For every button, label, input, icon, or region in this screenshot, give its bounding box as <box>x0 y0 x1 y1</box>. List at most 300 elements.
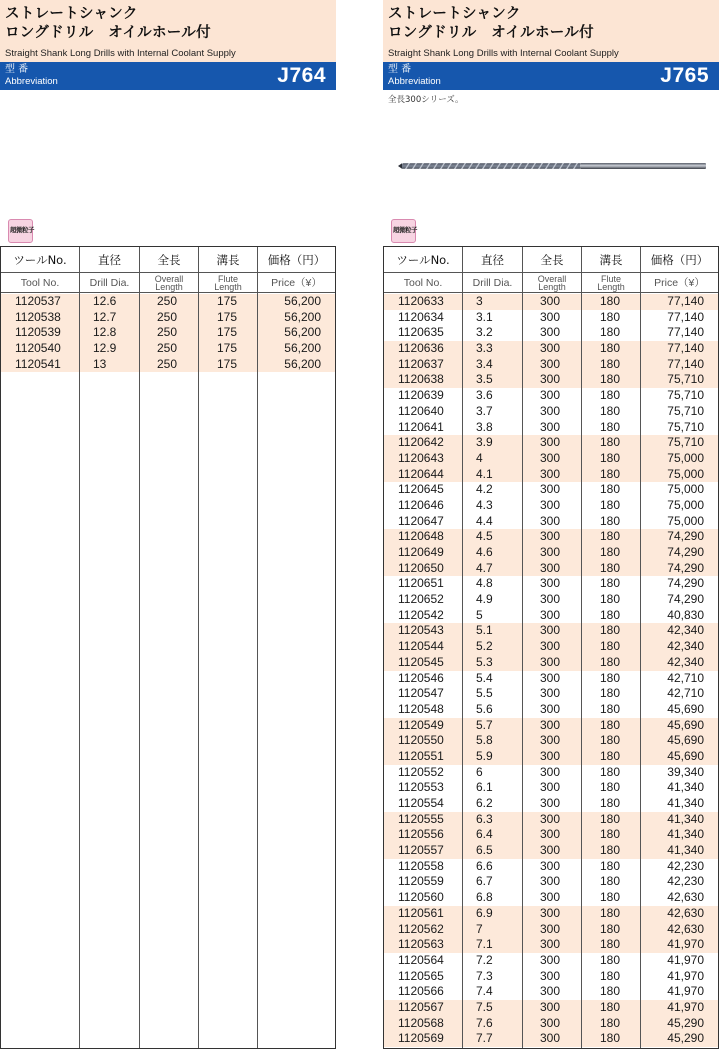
flute-length-cell: 180 <box>600 811 621 826</box>
flute-length-cell: 180 <box>600 388 621 403</box>
flute-length-cell: 180 <box>600 748 621 763</box>
tool-no-cell: 1120558 <box>398 858 444 873</box>
table-header-jp <box>1 247 335 273</box>
table-row <box>384 1000 718 1016</box>
table-row <box>384 639 718 655</box>
price-cell: 75,710 <box>667 403 704 418</box>
tool-no-cell: 1120538 <box>15 309 61 324</box>
product-code: J764 <box>277 64 326 87</box>
flute-length-cell: 180 <box>600 764 621 779</box>
price-cell: 42,710 <box>667 670 704 685</box>
price-cell: 41,970 <box>667 937 704 952</box>
flute-length-cell: 180 <box>600 686 621 701</box>
tool-no-cell: 1120560 <box>398 890 444 905</box>
tool-no-cell: 1120561 <box>398 905 444 920</box>
overall-length-cell: 300 <box>540 513 561 528</box>
price-cell: 75,000 <box>667 513 704 528</box>
drill-dia-cell: 4.3 <box>476 497 493 512</box>
product-title-jp-line2: ロングドリル オイルホール付 <box>5 25 211 41</box>
tool-no-cell: 1120641 <box>398 419 444 434</box>
tool-no-cell: 1120566 <box>398 984 444 999</box>
drill-dia-cell: 7.2 <box>476 952 493 967</box>
drill-dia-cell: 4.2 <box>476 482 493 497</box>
column-divider <box>462 247 463 1048</box>
tool-no-cell: 1120565 <box>398 968 444 983</box>
price-cell: 41,970 <box>667 952 704 967</box>
price-cell: 42,340 <box>667 623 704 638</box>
header-flute-line1: Flute <box>217 274 238 284</box>
drill-dia-cell: 5.8 <box>476 733 493 748</box>
table-row <box>384 969 718 985</box>
table-row <box>384 702 718 718</box>
table-row <box>384 404 718 420</box>
flute-length-cell: 180 <box>600 843 621 858</box>
table-row <box>1 310 335 326</box>
price-cell: 75,000 <box>667 482 704 497</box>
price-cell: 77,140 <box>667 356 704 371</box>
price-cell: 56,200 <box>284 309 321 324</box>
flute-length-cell: 180 <box>600 513 621 528</box>
overall-length-cell: 300 <box>540 843 561 858</box>
table-row <box>384 467 718 483</box>
column-divider <box>522 247 523 1048</box>
tool-no-cell: 1120557 <box>398 843 444 858</box>
header-price-jp: 価格（円） <box>267 253 326 267</box>
price-cell: 41,340 <box>667 780 704 795</box>
overall-length-cell: 300 <box>540 999 561 1014</box>
table-header-jp <box>384 247 718 273</box>
table-row <box>384 435 718 451</box>
header-flute-length-jp: 溝長 <box>216 253 240 267</box>
price-cell: 74,290 <box>667 592 704 607</box>
table-body <box>384 294 718 1047</box>
tool-no-cell: 1120539 <box>15 325 61 340</box>
product-title-en: Straight Shank Long Drills with Internal Coolant Supply <box>5 48 236 59</box>
tool-no-cell: 1120556 <box>398 827 444 842</box>
tool-no-cell: 1120649 <box>398 545 444 559</box>
price-cell: 41,970 <box>667 984 704 999</box>
overall-length-cell: 250 <box>157 294 178 308</box>
overall-length-cell: 300 <box>540 372 561 387</box>
drill-dia-cell: 6.8 <box>476 890 493 905</box>
overall-length-cell: 300 <box>540 403 561 418</box>
overall-length-cell: 300 <box>540 623 561 638</box>
table-row <box>384 325 718 341</box>
table-row <box>384 545 718 561</box>
drill-dia-cell: 4.6 <box>476 545 493 559</box>
overall-length-cell: 300 <box>540 1031 561 1046</box>
flute-length-cell: 180 <box>600 372 621 387</box>
overall-length-cell: 300 <box>540 435 561 450</box>
table-row <box>384 529 718 545</box>
flute-length-cell: 180 <box>600 1031 621 1046</box>
product-panel-j765 <box>383 0 719 1049</box>
table-row <box>384 922 718 938</box>
header-tool-no-jp: ツールNo. <box>396 253 450 267</box>
price-cell: 40,830 <box>667 607 704 622</box>
drill-dia-cell: 7.1 <box>476 937 493 952</box>
table-row <box>384 906 718 922</box>
flute-length-cell: 180 <box>600 874 621 889</box>
price-cell: 45,690 <box>667 733 704 748</box>
price-cell: 77,140 <box>667 341 704 356</box>
flute-length-cell: 180 <box>600 937 621 952</box>
drill-shank <box>580 163 706 169</box>
overall-length-cell: 300 <box>540 952 561 967</box>
header-overall-length-jp: 全長 <box>540 253 564 267</box>
price-cell: 77,140 <box>667 309 704 324</box>
header-flute-line1: Flute <box>600 274 621 284</box>
column-divider <box>640 247 641 1048</box>
tool-no-cell: 1120543 <box>398 623 444 638</box>
tool-no-cell: 1120642 <box>398 435 444 450</box>
overall-length-cell: 300 <box>540 937 561 952</box>
product-code: J765 <box>660 64 709 87</box>
price-cell: 56,200 <box>284 325 321 340</box>
price-table <box>0 246 336 1049</box>
flute-length-cell: 180 <box>600 325 621 340</box>
flute-length-cell: 175 <box>217 294 238 308</box>
column-divider <box>581 247 582 1048</box>
table-row <box>384 749 718 765</box>
drill-dia-cell: 4 <box>476 450 483 465</box>
drill-dia-cell: 5.6 <box>476 701 493 716</box>
drill-dia-cell: 6.6 <box>476 858 493 873</box>
table-row <box>384 686 718 702</box>
overall-length-cell: 300 <box>540 545 561 559</box>
tool-no-cell: 1120562 <box>398 921 444 936</box>
drill-dia-cell: 7.5 <box>476 999 493 1014</box>
tool-no-cell: 1120637 <box>398 356 444 371</box>
overall-length-cell: 300 <box>540 482 561 497</box>
price-cell: 56,200 <box>284 341 321 356</box>
overall-length-cell: 300 <box>540 764 561 779</box>
flute-length-cell: 180 <box>600 560 621 575</box>
header-flute-line2: Length <box>214 282 242 292</box>
tool-no-cell: 1120636 <box>398 341 444 356</box>
flute-length-cell: 180 <box>600 968 621 983</box>
header-price-jp: 価格（円） <box>650 253 709 267</box>
table-row <box>384 357 718 373</box>
table-row <box>384 733 718 749</box>
tool-no-cell: 1120634 <box>398 309 444 324</box>
table-row <box>384 482 718 498</box>
price-cell: 41,340 <box>667 796 704 810</box>
header-overall-length-en <box>523 273 581 292</box>
price-cell: 41,340 <box>667 827 704 842</box>
header-flute-length-jp: 溝長 <box>599 253 623 267</box>
drill-dia-cell: 6.3 <box>476 811 493 826</box>
overall-length-cell: 300 <box>540 419 561 434</box>
drill-dia-cell: 4.5 <box>476 529 493 544</box>
table-row <box>384 827 718 843</box>
drill-dia-cell: 7.7 <box>476 1031 493 1046</box>
overall-length-cell: 300 <box>540 450 561 465</box>
table-header-en <box>384 273 718 293</box>
table-row <box>384 655 718 671</box>
drill-dia-cell: 3.6 <box>476 388 493 403</box>
table-row <box>384 780 718 796</box>
column-divider <box>139 247 140 1048</box>
price-cell: 75,710 <box>667 419 704 434</box>
price-cell: 74,290 <box>667 545 704 559</box>
overall-length-cell: 300 <box>540 607 561 622</box>
price-cell: 45,690 <box>667 701 704 716</box>
tool-no-cell: 1120639 <box>398 388 444 403</box>
overall-length-cell: 300 <box>540 733 561 748</box>
micro-grain-badge <box>8 219 33 243</box>
table-row <box>384 388 718 404</box>
tool-no-cell: 1120541 <box>15 356 61 371</box>
header-drill-dia-en: Drill Dia. <box>472 277 513 289</box>
header-overall-line2: Length <box>538 282 566 292</box>
flute-length-cell: 180 <box>600 341 621 356</box>
badge-label: 超微粒子 <box>393 226 417 234</box>
header-tool-no-en: Tool No. <box>20 277 60 289</box>
drill-dia-cell: 7.6 <box>476 1015 493 1030</box>
drill-dia-cell: 3.5 <box>476 372 493 387</box>
price-cell: 41,340 <box>667 843 704 858</box>
flute-length-cell: 180 <box>600 450 621 465</box>
tool-no-cell: 1120550 <box>398 733 444 748</box>
flute-length-cell: 180 <box>600 780 621 795</box>
abbreviation-label-en: Abbreviation <box>388 76 441 87</box>
series-note: 全長300シリーズ。 <box>388 95 464 105</box>
table-header-en <box>1 273 335 293</box>
overall-length-cell: 300 <box>540 341 561 356</box>
tool-no-cell: 1120633 <box>398 294 444 308</box>
drill-dia-cell: 3 <box>476 294 483 308</box>
table-row <box>384 372 718 388</box>
table-row <box>384 451 718 467</box>
flute-length-cell: 180 <box>600 607 621 622</box>
tool-no-cell: 1120544 <box>398 639 444 654</box>
flute-length-cell: 180 <box>600 403 621 418</box>
overall-length-cell: 300 <box>540 686 561 701</box>
price-cell: 41,340 <box>667 811 704 826</box>
overall-length-cell: 300 <box>540 827 561 842</box>
price-cell: 75,000 <box>667 497 704 512</box>
drill-dia-cell: 6.1 <box>476 780 493 795</box>
price-cell: 42,710 <box>667 686 704 701</box>
column-divider <box>79 247 80 1048</box>
drill-dia-cell: 3.9 <box>476 435 493 450</box>
overall-length-cell: 300 <box>540 309 561 324</box>
overall-length-cell: 300 <box>540 811 561 826</box>
flute-length-cell: 180 <box>600 529 621 544</box>
price-cell: 42,630 <box>667 905 704 920</box>
tool-no-cell: 1120644 <box>398 466 444 481</box>
price-cell: 41,970 <box>667 999 704 1014</box>
flute-length-cell: 180 <box>600 639 621 654</box>
drill-dia-cell: 5.2 <box>476 639 493 654</box>
overall-length-cell: 300 <box>540 670 561 685</box>
tool-no-cell: 1120648 <box>398 529 444 544</box>
tool-no-cell: 1120640 <box>398 403 444 418</box>
price-cell: 56,200 <box>284 356 321 371</box>
drill-dia-cell: 7 <box>476 921 483 936</box>
overall-length-cell: 250 <box>157 341 178 356</box>
drill-dia-cell: 7.4 <box>476 984 493 999</box>
price-cell: 42,230 <box>667 874 704 889</box>
header-flute-length-en <box>582 273 640 292</box>
overall-length-cell: 300 <box>540 1015 561 1030</box>
drill-dia-cell: 3.8 <box>476 419 493 434</box>
tool-no-cell: 1120568 <box>398 1015 444 1030</box>
tool-no-cell: 1120549 <box>398 717 444 732</box>
drill-dia-cell: 5.5 <box>476 686 493 701</box>
header-drill-dia-jp: 直径 <box>481 253 504 267</box>
product-title-en: Straight Shank Long Drills with Internal Coolant Supply <box>388 48 619 59</box>
flute-length-cell: 180 <box>600 890 621 905</box>
tool-no-cell: 1120546 <box>398 670 444 685</box>
drill-dia-cell: 6.9 <box>476 905 493 920</box>
table-row <box>384 984 718 1000</box>
header-flute-length-en <box>199 273 257 292</box>
flute-length-cell: 175 <box>217 341 238 356</box>
flute-length-cell: 180 <box>600 576 621 591</box>
flute-length-cell: 180 <box>600 623 621 638</box>
table-row <box>384 953 718 969</box>
badge-label: 超微粒子 <box>10 226 34 234</box>
flute-length-cell: 180 <box>600 905 621 920</box>
overall-length-cell: 300 <box>540 874 561 889</box>
price-cell: 74,290 <box>667 529 704 544</box>
header-overall-line1: Overall <box>154 274 184 284</box>
abbreviation-label-jp: 型 番 <box>388 64 412 75</box>
tool-no-cell: 1120548 <box>398 701 444 716</box>
price-cell: 74,290 <box>667 576 704 591</box>
title-box <box>383 0 719 62</box>
drill-dia-cell: 13 <box>93 356 107 371</box>
table-row <box>384 796 718 812</box>
table-row <box>384 765 718 781</box>
tool-no-cell: 1120650 <box>398 560 444 575</box>
header-overall-length-en <box>140 273 198 292</box>
flute-length-cell: 180 <box>600 497 621 512</box>
tool-no-cell: 1120643 <box>398 450 444 465</box>
header-flute-line2: Length <box>597 282 625 292</box>
drill-dia-cell: 12.8 <box>93 325 117 340</box>
flute-length-cell: 180 <box>600 592 621 607</box>
table-row <box>1 294 335 310</box>
header-price-en: Price（¥） <box>271 277 322 289</box>
overall-length-cell: 300 <box>540 921 561 936</box>
overall-length-cell: 300 <box>540 748 561 763</box>
price-cell: 42,340 <box>667 654 704 669</box>
abbreviation-bar <box>0 62 336 90</box>
tool-no-cell: 1120567 <box>398 999 444 1014</box>
drill-dia-cell: 6.7 <box>476 874 493 889</box>
table-row <box>1 341 335 357</box>
tool-no-cell: 1120647 <box>398 513 444 528</box>
table-row <box>384 937 718 953</box>
table-row <box>384 592 718 608</box>
table-row <box>384 718 718 734</box>
overall-length-cell: 300 <box>540 560 561 575</box>
overall-length-cell: 300 <box>540 701 561 716</box>
tool-no-cell: 1120569 <box>398 1031 444 1046</box>
price-cell: 45,690 <box>667 748 704 763</box>
drill-dia-cell: 7.3 <box>476 968 493 983</box>
header-overall-line2: Length <box>155 282 183 292</box>
drill-dia-cell: 3.2 <box>476 325 493 340</box>
flute-length-cell: 180 <box>600 309 621 324</box>
header-overall-line1: Overall <box>537 274 567 284</box>
tool-no-cell: 1120559 <box>398 874 444 889</box>
tool-no-cell: 1120563 <box>398 937 444 952</box>
tool-no-cell: 1120553 <box>398 780 444 795</box>
drill-dia-cell: 6.5 <box>476 843 493 858</box>
flute-length-cell: 180 <box>600 827 621 842</box>
tool-no-cell: 1120645 <box>398 482 444 497</box>
table-body <box>1 294 335 372</box>
flute-length-cell: 180 <box>600 545 621 559</box>
overall-length-cell: 300 <box>540 388 561 403</box>
tool-no-cell: 1120551 <box>398 748 444 763</box>
table-row <box>384 1016 718 1032</box>
header-drill-dia-jp: 直径 <box>98 253 121 267</box>
table-row <box>384 576 718 592</box>
product-panel-j764 <box>0 0 336 1049</box>
drill-dia-cell: 3.7 <box>476 403 493 418</box>
overall-length-cell: 300 <box>540 497 561 512</box>
table-row <box>384 498 718 514</box>
drill-dia-cell: 5 <box>476 607 483 622</box>
tool-no-cell: 1120555 <box>398 811 444 826</box>
overall-length-cell: 300 <box>540 780 561 795</box>
table-row <box>384 859 718 875</box>
price-table <box>383 246 719 1049</box>
price-cell: 75,710 <box>667 435 704 450</box>
drill-dia-cell: 12.6 <box>93 294 117 308</box>
drill-dia-cell: 4.8 <box>476 576 493 591</box>
micro-grain-badge <box>391 219 416 243</box>
table-row <box>384 843 718 859</box>
table-row <box>384 623 718 639</box>
tool-no-cell: 1120651 <box>398 576 444 591</box>
column-divider <box>257 247 258 1048</box>
header-price-en: Price（¥） <box>654 277 705 289</box>
price-cell: 75,000 <box>667 450 704 465</box>
flute-length-cell: 175 <box>217 325 238 340</box>
overall-length-cell: 250 <box>157 356 178 371</box>
abbreviation-label-en: Abbreviation <box>5 76 58 87</box>
table-row <box>384 294 718 310</box>
overall-length-cell: 300 <box>540 858 561 873</box>
overall-length-cell: 300 <box>540 639 561 654</box>
price-cell: 75,710 <box>667 388 704 403</box>
table-row <box>1 325 335 341</box>
price-cell: 75,710 <box>667 372 704 387</box>
tool-no-cell: 1120540 <box>15 341 61 356</box>
abbreviation-label-jp: 型 番 <box>5 64 29 75</box>
tool-no-cell: 1120552 <box>398 764 444 779</box>
overall-length-cell: 300 <box>540 592 561 607</box>
flute-length-cell: 180 <box>600 654 621 669</box>
drill-dia-cell: 5.1 <box>476 623 493 638</box>
flute-length-cell: 180 <box>600 294 621 308</box>
price-cell: 45,290 <box>667 1015 704 1030</box>
overall-length-cell: 250 <box>157 325 178 340</box>
price-cell: 75,000 <box>667 466 704 481</box>
column-divider <box>198 247 199 1048</box>
tool-no-cell: 1120545 <box>398 654 444 669</box>
flute-length-cell: 180 <box>600 796 621 810</box>
drill-dia-cell: 5.7 <box>476 717 493 732</box>
overall-length-cell: 300 <box>540 984 561 999</box>
table-row <box>384 812 718 828</box>
